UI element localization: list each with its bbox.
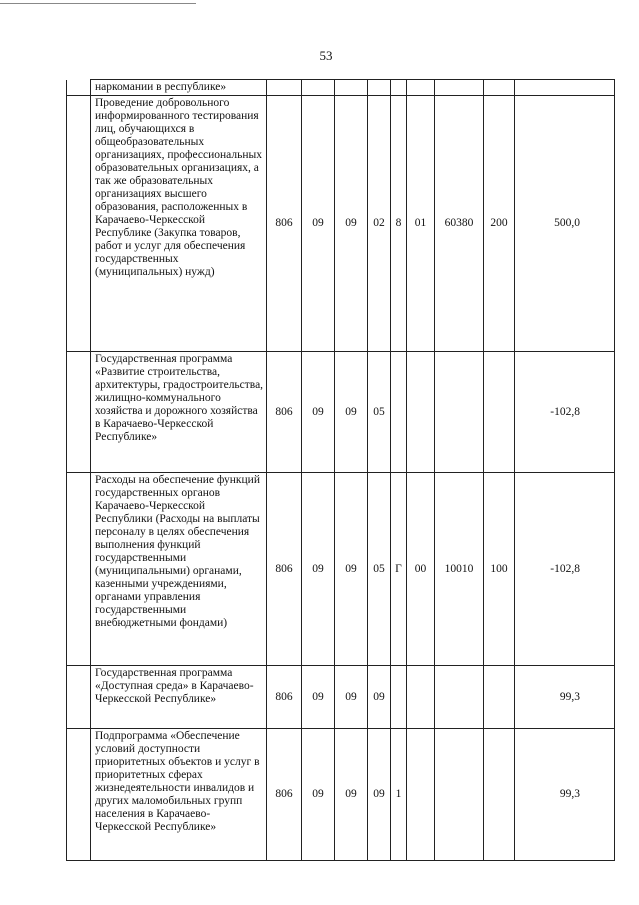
grbs-cell: 806 — [267, 729, 302, 861]
expense-type-cell — [484, 666, 515, 729]
item-name: Государственная программа «Доступная среда» в Карачаево-Черкесской Республике» — [91, 666, 267, 729]
table-row — [67, 473, 615, 666]
program-code-cell: 05 — [368, 352, 391, 473]
item-name: Подпрограмма «Обеспечение условий доступности приоритетных объектов и услуг в приоритетных сферах жизнедеятельности инвалидов и других маломобильных групп населения в Карачаево-Черкесской Республике» — [91, 729, 267, 861]
expense-type-cell — [484, 80, 515, 96]
amount-cell: -102,8 — [515, 352, 615, 473]
subsection-cell: 09 — [335, 352, 368, 473]
item-name: Государственная программа «Развитие строительства, архитектуры, градостроительства, жилищно-коммунального хозяйства и дорожного хозяйства в Карачаево-Черкесской Республике» — [91, 352, 267, 473]
grbs-cell: 806 — [267, 473, 302, 666]
top-rule — [0, 3, 196, 4]
subsection-cell: 09 — [335, 666, 368, 729]
section-cell: 09 — [302, 729, 335, 861]
section-cell: 09 — [302, 352, 335, 473]
section-cell — [302, 80, 335, 96]
subprogram-code-cell: 1 — [391, 729, 407, 861]
item-name: Расходы на обеспечение функций государственных органов Карачаево-Черкесской Республики (Расходы на выплаты персоналу в целях обеспечения выполнения функций государственными (муниципальными) органами, казенными учреждениями, органами управления государственными внебюджетными фондами) — [91, 473, 267, 666]
amount-cell: -102,8 — [515, 473, 615, 666]
subprogram-code-cell — [391, 80, 407, 96]
table-row — [67, 80, 615, 96]
activity-code-cell — [407, 352, 435, 473]
subprogram-code-cell: Г — [391, 473, 407, 666]
blank-cell — [67, 96, 91, 352]
amount-cell: 500,0 — [515, 96, 615, 352]
table-row — [67, 96, 615, 352]
grbs-cell: 806 — [267, 352, 302, 473]
direction-code-cell: 60380 — [435, 96, 484, 352]
direction-code-cell — [435, 729, 484, 861]
blank-cell — [67, 729, 91, 861]
activity-code-cell — [407, 729, 435, 861]
subsection-cell: 09 — [335, 96, 368, 352]
program-code-cell: 09 — [368, 666, 391, 729]
expense-type-cell: 100 — [484, 473, 515, 666]
subprogram-code-cell — [391, 352, 407, 473]
program-code-cell: 05 — [368, 473, 391, 666]
subsection-cell — [335, 80, 368, 96]
subsection-cell: 09 — [335, 473, 368, 666]
program-code-cell: 09 — [368, 729, 391, 861]
amount-cell: 99,3 — [515, 666, 615, 729]
table-row — [67, 352, 615, 473]
grbs-cell: 806 — [267, 96, 302, 352]
subprogram-code-cell — [391, 666, 407, 729]
program-code-cell: 02 — [368, 96, 391, 352]
blank-cell — [67, 80, 91, 96]
section-cell: 09 — [302, 473, 335, 666]
direction-code-cell — [435, 666, 484, 729]
table-row — [67, 729, 615, 861]
subprogram-code-cell: 8 — [391, 96, 407, 352]
expense-type-cell — [484, 729, 515, 861]
blank-cell — [67, 666, 91, 729]
item-name: наркомании в республике» — [91, 80, 267, 96]
table-row — [67, 666, 615, 729]
item-name: Проведение добровольного информированного тестирования лиц, обучающихся в общеобразовательных организациях, профессиональных образовательных организациях, а так же образовательных организациях высшего образования, расположенных в Карачаево-Черкесской Республике (Закупка товаров, работ и услуг для обеспечения государственных (муниципальных) нужд) — [91, 96, 267, 352]
blank-cell — [67, 473, 91, 666]
amount-cell: 99,3 — [515, 729, 615, 861]
page-number: 53 — [319, 48, 333, 63]
subsection-cell: 09 — [335, 729, 368, 861]
grbs-cell — [267, 80, 302, 96]
activity-code-cell: 00 — [407, 473, 435, 666]
direction-code-cell — [435, 352, 484, 473]
grbs-cell: 806 — [267, 666, 302, 729]
activity-code-cell — [407, 80, 435, 96]
expense-type-cell: 200 — [484, 96, 515, 352]
activity-code-cell: 01 — [407, 96, 435, 352]
blank-cell — [67, 352, 91, 473]
amount-cell — [515, 80, 615, 96]
section-cell: 09 — [302, 96, 335, 352]
budget-table — [66, 79, 615, 861]
program-code-cell — [368, 80, 391, 96]
direction-code-cell: 10010 — [435, 473, 484, 666]
section-cell: 09 — [302, 666, 335, 729]
direction-code-cell — [435, 80, 484, 96]
activity-code-cell — [407, 666, 435, 729]
expense-type-cell — [484, 352, 515, 473]
